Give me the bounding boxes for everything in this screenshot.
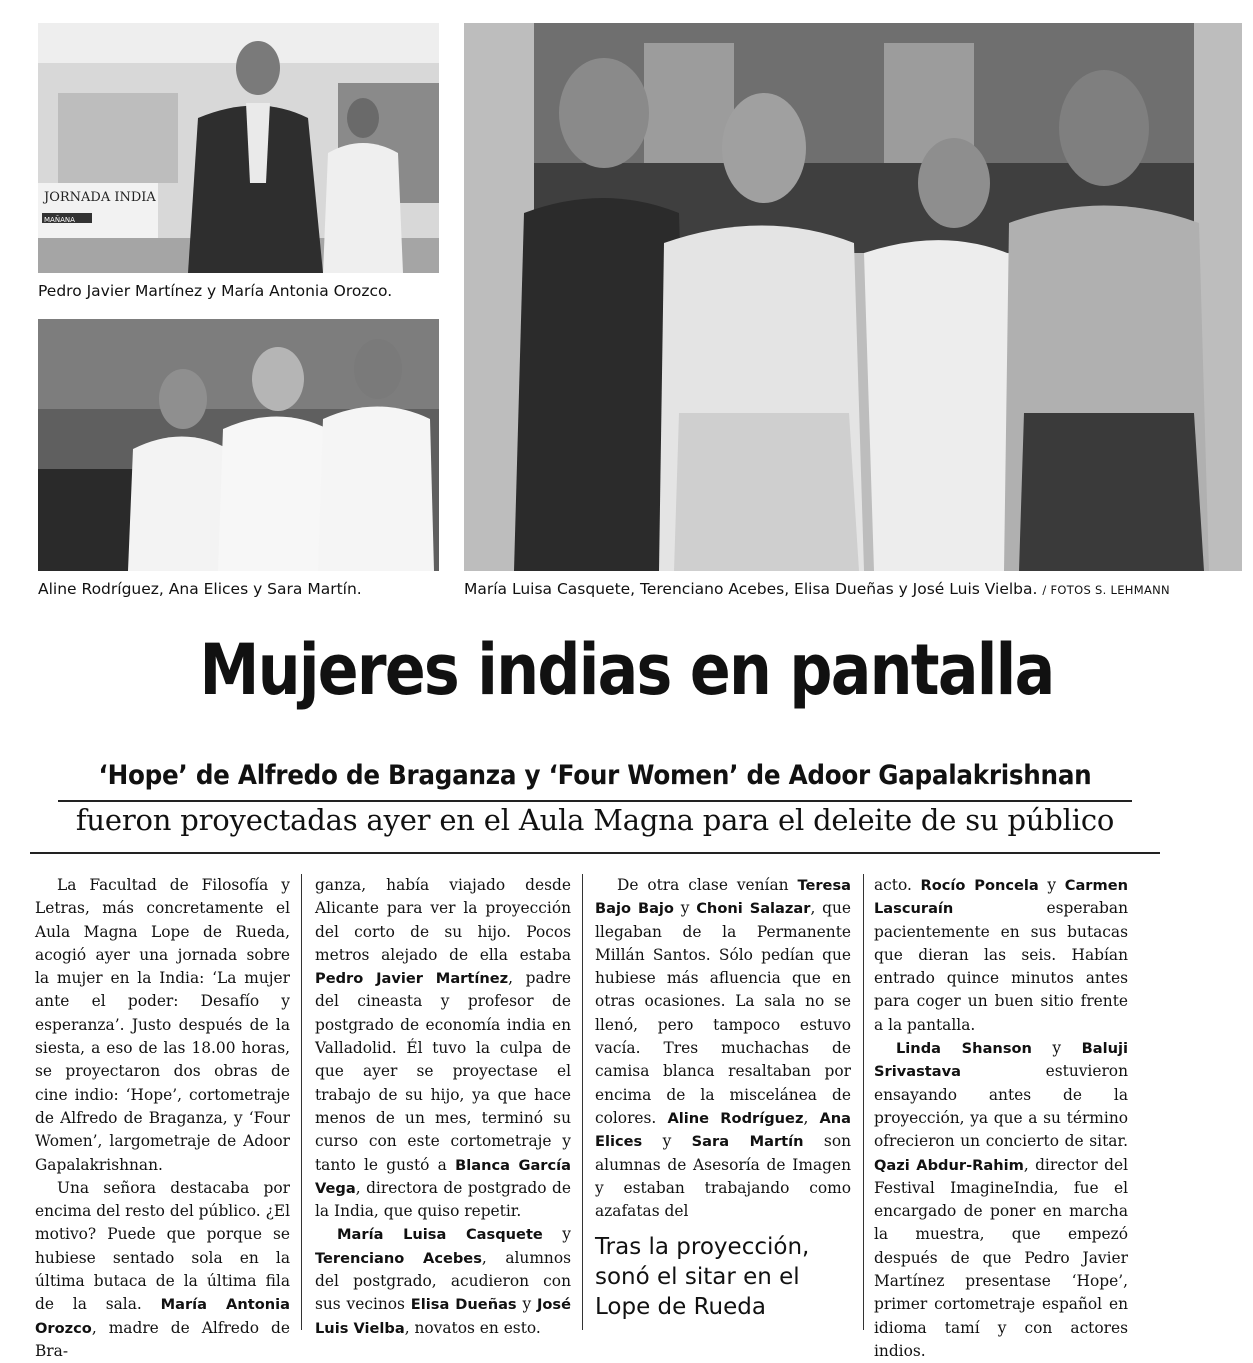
subheadline-rule <box>58 800 1132 802</box>
paragraph <box>315 1223 571 1339</box>
article-column-3 <box>595 874 851 1223</box>
text: , director del Festival ImagineIndia, fue el encargado de poner en marcha la muestra, que empezó después de que Pedro Javier Martínez presentase ‘Hope’, primer cortometraje español en idioma tamí y con actores indios. <box>874 1155 1128 1360</box>
person-name: Ana Elices <box>595 1109 851 1151</box>
paragraph <box>35 1177 290 1363</box>
subheadline: ‘Hope’ de Alfredo de Braganza y ‘Four Women’ de Adoor Gapalakrishnan <box>98 760 1092 791</box>
pullquote: Tras la proyección, sonó el sitar en el Lope de Rueda <box>595 1234 810 1320</box>
text: acto. <box>874 876 912 894</box>
text: esperaban pacientemente en sus butacas que dieran las seis. Habían entrado quince minutos antes para coger un buen sitio frente a la pantalla. <box>874 899 1128 1034</box>
text: De otra clase venían <box>617 876 789 894</box>
text: , que llegaban de la Permanente Millán Santos. Sólo pedían que hubiese más afluencia que en otras ocasiones. La sala no se llenó, pero tampoco estuvo vacía. Tres muchachas de camisa blanca resaltaban por encima de la miscelánea de colores. <box>595 899 851 1127</box>
text: , novatos en esto. <box>404 1318 541 1337</box>
person-name: Teresa Bajo Bajo <box>595 877 851 918</box>
person-name: Qazi Abdur-Rahim <box>874 1156 1024 1174</box>
text: , <box>803 1108 820 1127</box>
photo-illustration <box>38 23 439 273</box>
paragraph <box>35 874 290 1177</box>
person-name: María Luisa Casquete <box>337 1226 543 1244</box>
photo-illustration <box>38 319 439 571</box>
text: y <box>642 1132 692 1151</box>
person-name: José Luis Vielba <box>315 1296 571 1337</box>
person-name: Linda Shanson <box>896 1040 1032 1058</box>
person-name: Sara Martín <box>691 1133 804 1151</box>
text: Una señora destacaba por encima del resto del público. ¿El motivo? Puede que porque se hubiese sentado sola en la última butaca de la última fila de la sala. <box>35 1178 290 1314</box>
text: y <box>516 1295 537 1314</box>
deck-rule <box>30 852 1160 854</box>
photo-credit: / FOTOS S. LEHMANN <box>1042 583 1170 597</box>
article-column-4 <box>874 874 1128 1363</box>
column-rule-1 <box>301 874 302 1330</box>
headline: Mujeres indias en pantalla <box>199 629 1054 711</box>
paragraph <box>315 874 571 1223</box>
text: , padre del cineasta y profesor de postgrado de economía india en Valladolid. Él tuvo la culpa de que ayer se proyectase el trabajo de su hijo, ya que hace menos de un mes, terminó su curso con este cortometraje y tanto le gustó a <box>315 969 571 1174</box>
person-name: Choni Salazar <box>696 900 811 918</box>
photo3-caption-text: María Luisa Casquete, Terenciano Acebes, Elisa Dueñas y José Luis Vielba. <box>464 580 1038 598</box>
person-name: Baluji Srivastava <box>874 1040 1128 1081</box>
paragraph <box>874 874 1128 1037</box>
article-column-2 <box>315 874 571 1340</box>
photo-illustration <box>464 23 1242 571</box>
photo1-caption: Pedro Javier Martínez y María Antonia Orozco. <box>38 282 393 300</box>
text: ganza, había viajado desde Alicante para ver la proyección del corto de su hijo. Pocos metros alejado de ella estaba <box>315 876 571 964</box>
person-name: Elisa Dueñas <box>410 1296 517 1314</box>
photo-aline-ana-sara <box>38 319 439 571</box>
photo1-sign-small: MAÑANA <box>44 216 75 224</box>
text: y <box>1038 876 1065 894</box>
person-name: Aline Rodríguez <box>667 1109 804 1127</box>
text: , alumnos del postgrado, acudieron con sus vecinos <box>315 1248 571 1314</box>
article-column-1 <box>35 874 290 1363</box>
text: y <box>1031 1039 1082 1058</box>
photo-group-four <box>464 23 1242 571</box>
person-name: Carmen Lascuraín <box>874 877 1128 918</box>
text: son alumnas de Asesoría de Imagen y estaban trabajando como azafatas del <box>595 1132 852 1221</box>
text: y <box>542 1225 571 1244</box>
column-rule-3 <box>863 874 864 1330</box>
photo-pedro-maria-antonia <box>38 23 439 273</box>
text: La Facultad de Filosofía y Letras, más concretamente el Aula Magna Lope de Rueda, acogió ayer una jornada sobre la mujer en la India: ‘La mujer ante el poder: Desafío y esperanza’. Justo después de la siesta, a eso de las 18.00 horas, se proyectaron dos obras de cine indio: ‘Hope’, cortometraje de Alfredo de Braganza, y ‘Four Women’, largometraje de Adoor Gapalakrishnan. <box>35 876 290 1174</box>
person-name: Rocío Poncela <box>920 877 1039 894</box>
text: , madre de Alfredo de Bra- <box>35 1318 290 1360</box>
person-name: María Antonia Orozco <box>35 1296 290 1337</box>
text: estuvieron ensayando antes de la proyección, ya que a su término ofrecieron un concierto de sitar. <box>874 1062 1128 1151</box>
person-name: Pedro Javier Martínez <box>315 970 509 988</box>
deck: fueron proyectadas ayer en el Aula Magna para el deleite de su público <box>75 803 1115 837</box>
photo3-caption <box>464 580 1170 598</box>
paragraph <box>874 1037 1128 1363</box>
text: y <box>673 899 697 918</box>
photo2-caption: Aline Rodríguez, Ana Elices y Sara Martín. <box>38 580 362 598</box>
person-name: Blanca García Vega <box>315 1156 571 1197</box>
text: , directora de postgrado de la India, que quiso repetir. <box>315 1178 571 1221</box>
photo1-sign-text: JORNADA INDIA <box>44 190 156 205</box>
person-name: Terenciano Acebes <box>315 1249 482 1267</box>
column-rule-2 <box>582 874 583 1330</box>
paragraph <box>595 874 851 1223</box>
